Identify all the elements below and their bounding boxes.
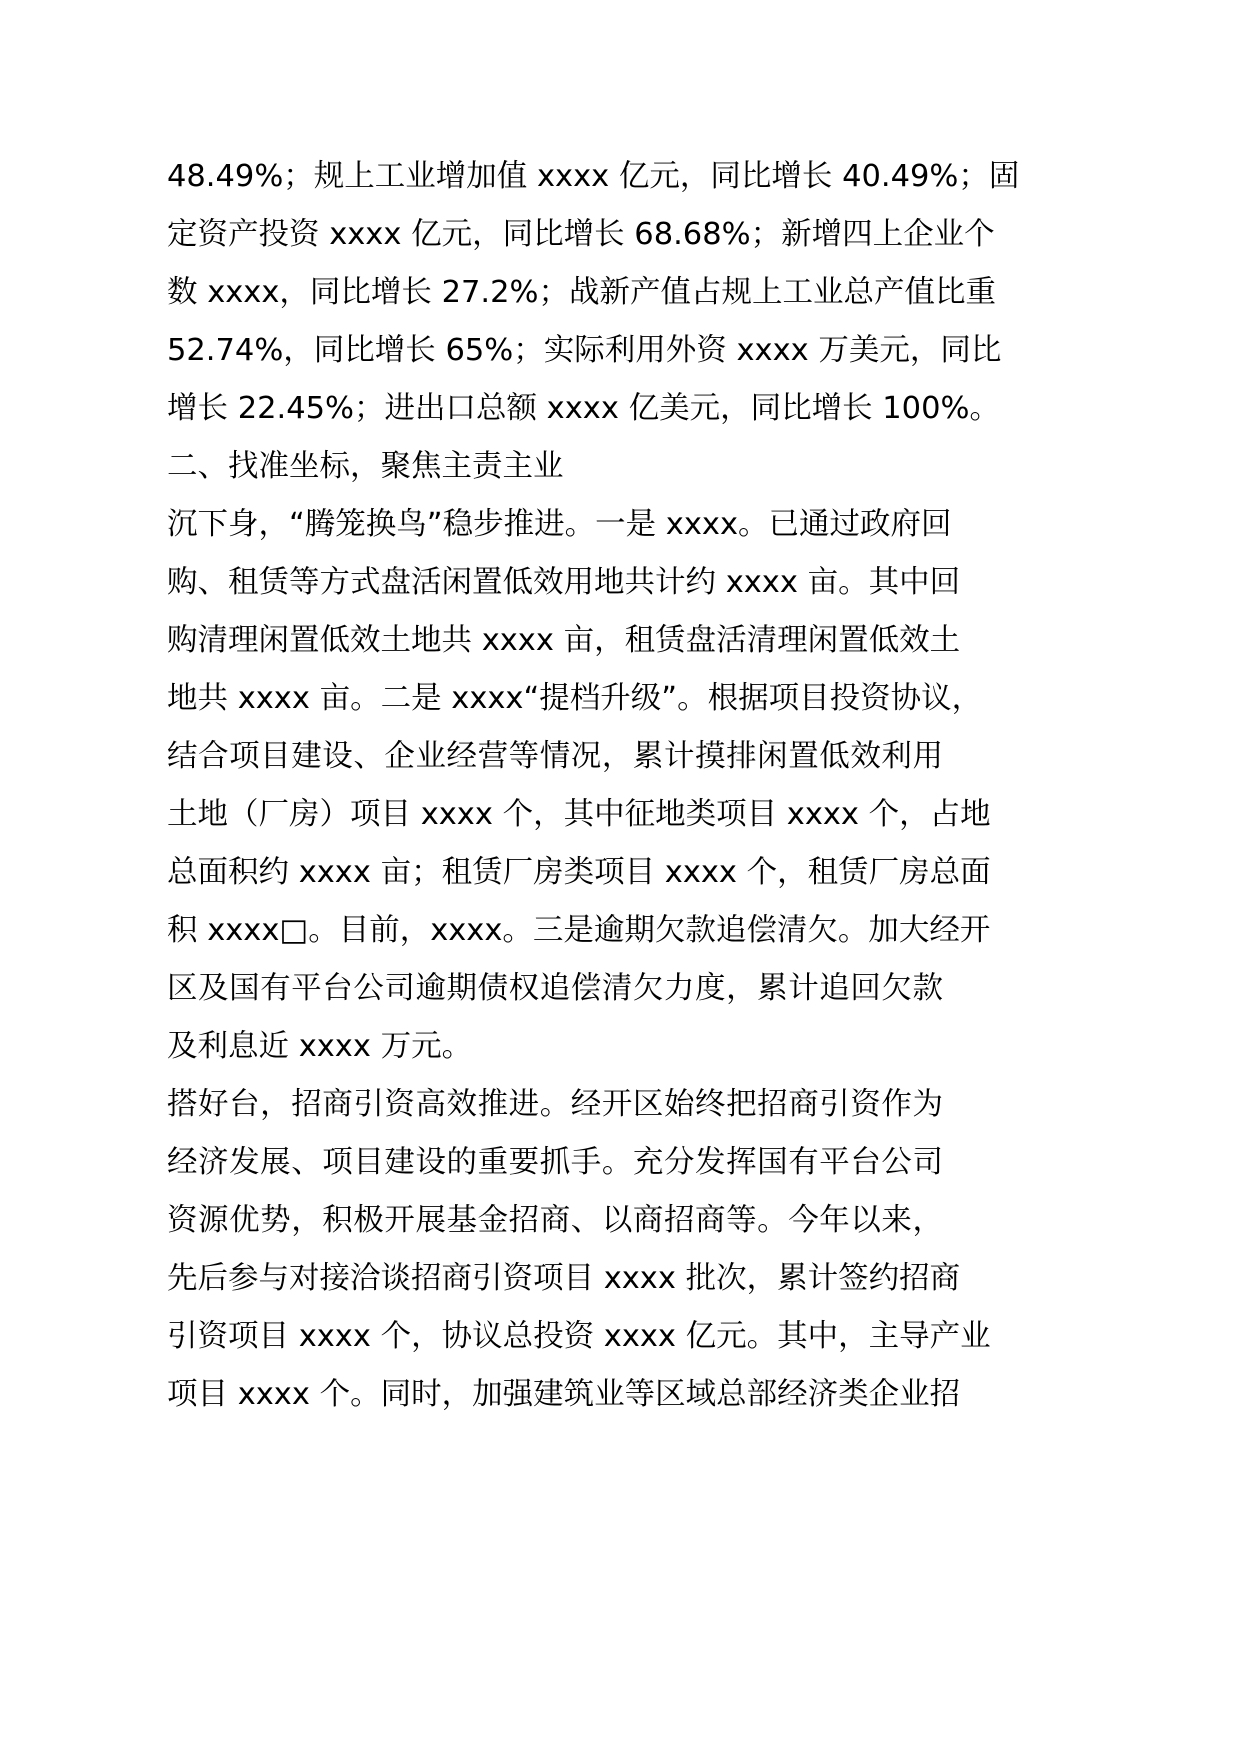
text-line: 地共 xxxx 亩。二是 xxxx“提档升级”。根据项目投资协议， <box>167 681 983 716</box>
text-line: 经济发展、项目建设的重要抓手。充分发挥国有平台公司 <box>167 1145 943 1180</box>
text-line: 定资产投资 xxxx 亿元，同比增长 68.68%；新增四上企业个 <box>167 217 995 252</box>
text-line: 土地（厂房）项目 xxxx 个，其中征地类项目 xxxx 个，占地 <box>167 797 991 832</box>
text-line: 沉下身，“腾笼换鸟”稳步推进。一是 xxxx。已通过政府回 <box>167 507 952 542</box>
text-line: 数 xxxx，同比增长 27.2%；战新产值占规上工业总产值比重 <box>167 275 996 310</box>
text-line: 48.49%；规上工业增加值 xxxx 亿元，同比增长 40.49%；固 <box>167 159 1020 194</box>
text-line: 结合项目建设、企业经营等情况，累计摸排闲置低效利用 <box>167 739 943 774</box>
paragraph-economic-indicators <box>167 148 1020 438</box>
text-line: 及利息近 xxxx 万元。 <box>167 1029 473 1064</box>
text-line: 项目 xxxx 个。同时，加强建筑业等区域总部经济类企业招 <box>167 1377 961 1412</box>
text-line: 购、租赁等方式盘活闲置低效用地共计约 xxxx 亩。其中回 <box>167 565 961 600</box>
section-heading: 二、找准坐标，聚焦主责主业 <box>167 449 564 484</box>
text-line: 52.74%，同比增长 65%；实际利用外资 xxxx 万美元，同比 <box>167 333 1002 368</box>
paragraph-investment-attraction <box>167 1076 991 1424</box>
text-line: 积 xxxx□。目前，xxxx。三是逾期欠款追偿清欠。加大经开 <box>167 913 991 948</box>
text-line: 总面积约 xxxx 亩；租赁厂房类项目 xxxx 个，租赁厂房总面 <box>167 855 991 890</box>
text-line: 资源优势，积极开展基金招商、以商招商等。今年以来， <box>167 1203 943 1238</box>
document-body <box>167 148 1020 1424</box>
text-line: 先后参与对接洽谈招商引资项目 xxxx 批次，累计签约招商 <box>167 1261 961 1296</box>
text-line: 区及国有平台公司逾期债权追偿清欠力度，累计追回欠款 <box>167 971 943 1006</box>
paragraph-land-revitalization <box>167 496 991 1076</box>
text-line: 搭好台，招商引资高效推进。经开区始终把招商引资作为 <box>167 1087 943 1122</box>
text-line: 增长 22.45%；进出口总额 xxxx 亿美元，同比增长 100%。 <box>167 391 1000 426</box>
text-line: 引资项目 xxxx 个，协议总投资 xxxx 亿元。其中，主导产业 <box>167 1319 991 1354</box>
text-line: 购清理闲置低效土地共 xxxx 亩，租赁盘活清理闲置低效土 <box>167 623 961 658</box>
